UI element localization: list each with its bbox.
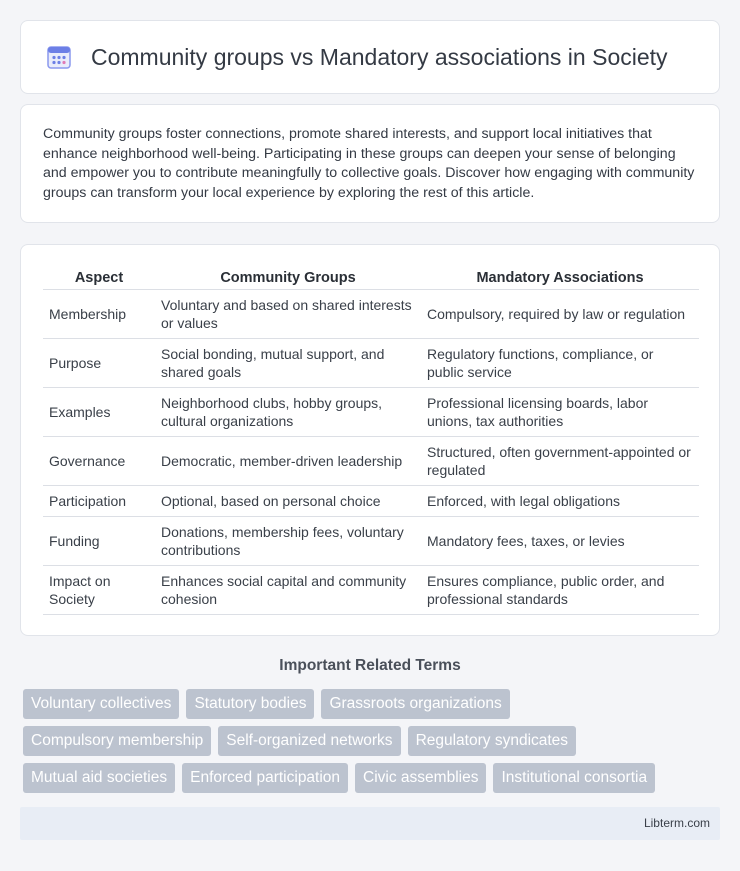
table-cell-aspect: Purpose xyxy=(43,339,155,388)
comparison-table xyxy=(43,265,699,615)
related-term-tag[interactable]: Civic assemblies xyxy=(355,763,486,793)
table-cell: Enforced, with legal obligations xyxy=(421,486,699,517)
intro-paragraph: Community groups foster connections, promote shared interests, and support local initiatives that enhance neighborhood well-being. Participating in these groups can deepen your sense of belonging and empower you to contribute meaningfully to collective goals. Discover how engaging with community groups can transform your local experience by exploring the rest of this article. xyxy=(43,126,695,201)
table-cell-aspect: Funding xyxy=(43,517,155,566)
tag-row xyxy=(23,689,723,719)
table-cell: Professional licensing boards, labor unions, tax authorities xyxy=(421,388,699,437)
table-row xyxy=(43,388,699,437)
related-term-tag[interactable]: Institutional consortia xyxy=(493,763,655,793)
page-title: Community groups vs Mandatory associations in Society xyxy=(91,43,668,70)
related-term-tag[interactable]: Voluntary collectives xyxy=(23,689,179,719)
table-row xyxy=(43,339,699,388)
table-cell: Regulatory functions, compliance, or public service xyxy=(421,339,699,388)
table-cell-aspect: Membership xyxy=(43,290,155,339)
related-term-tag[interactable]: Grassroots organizations xyxy=(321,689,509,719)
related-term-tag[interactable]: Compulsory membership xyxy=(23,726,211,756)
table-cell: Enhances social capital and community cohesion xyxy=(155,566,421,615)
table-cell: Democratic, member-driven leadership xyxy=(155,437,421,486)
table-cell: Voluntary and based on shared interests or values xyxy=(155,290,421,339)
table-cell: Optional, based on personal choice xyxy=(155,486,421,517)
tag-row xyxy=(23,763,723,793)
header-community-groups: Community Groups xyxy=(155,265,421,290)
footer-brand-link[interactable]: Libterm.com xyxy=(643,816,710,830)
table-cell: Compulsory, required by law or regulation xyxy=(421,290,699,339)
table-header-row xyxy=(43,265,699,290)
title-card xyxy=(20,20,720,94)
table-row xyxy=(43,437,699,486)
related-terms-heading: Important Related Terms xyxy=(279,657,461,674)
related-term-tag[interactable]: Mutual aid societies xyxy=(23,763,175,793)
table-cell-aspect: Participation xyxy=(43,486,155,517)
table-cell: Ensures compliance, public order, and professional standards xyxy=(421,566,699,615)
related-term-tag[interactable]: Statutory bodies xyxy=(186,689,314,719)
table-cell-aspect: Governance xyxy=(43,437,155,486)
table-cell: Structured, often government-appointed or regulated xyxy=(421,437,699,486)
table-cell-aspect: Examples xyxy=(43,388,155,437)
calendar-icon xyxy=(45,43,73,71)
footer xyxy=(20,807,720,840)
table-cell: Donations, membership fees, voluntary contributions xyxy=(155,517,421,566)
table-cell: Social bonding, mutual support, and shared goals xyxy=(155,339,421,388)
table-row xyxy=(43,566,699,615)
related-terms-list xyxy=(23,689,723,800)
intro-card xyxy=(20,104,720,223)
table-row xyxy=(43,517,699,566)
table-cell: Neighborhood clubs, hobby groups, cultural organizations xyxy=(155,388,421,437)
header-mandatory-associations: Mandatory Associations xyxy=(421,265,699,290)
table-row xyxy=(43,290,699,339)
tag-row xyxy=(23,726,723,756)
related-term-tag[interactable]: Self-organized networks xyxy=(218,726,400,756)
table-cell: Mandatory fees, taxes, or levies xyxy=(421,517,699,566)
related-term-tag[interactable]: Enforced participation xyxy=(182,763,348,793)
table-cell-aspect: Impact on Society xyxy=(43,566,155,615)
comparison-card xyxy=(20,244,720,636)
table-row xyxy=(43,486,699,517)
related-term-tag[interactable]: Regulatory syndicates xyxy=(408,726,577,756)
header-aspect: Aspect xyxy=(43,265,155,290)
